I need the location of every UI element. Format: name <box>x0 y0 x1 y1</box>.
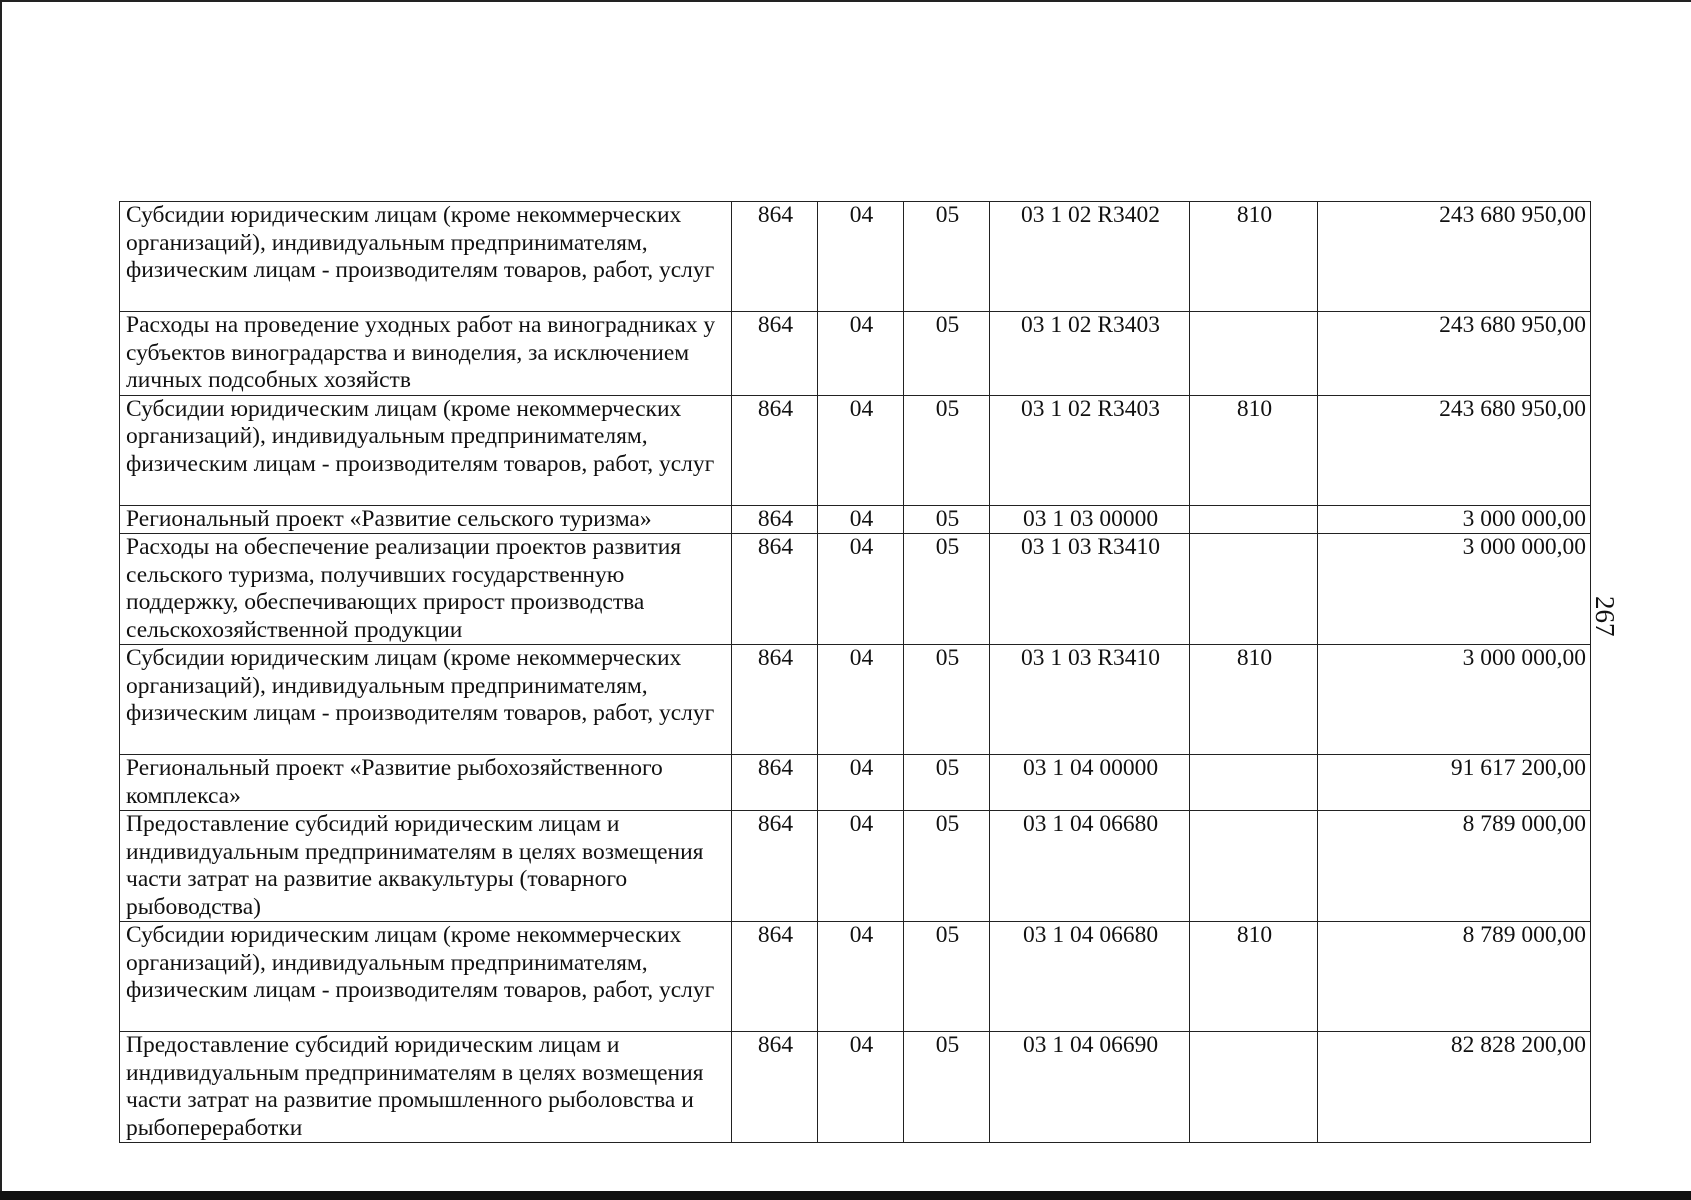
row-amount-cell: 3 000 000,00 <box>1318 645 1591 755</box>
row-section-cell: 04 <box>818 312 904 396</box>
row-target-article-cell: 03 1 02 R3403 <box>990 312 1190 396</box>
row-name-cell: Расходы на проведение уходных работ на виноградниках у субъектов виноградарства и виноделия, за исключением личных подсобных хозяйств <box>120 312 732 396</box>
row-name-cell: Субсидии юридическим лицам (кроме некоммерческих организаций), индивидуальным предпринимателям, физическим лицам - производителям товаров, работ, услуг <box>120 645 732 755</box>
row-expense-type-cell <box>1190 312 1318 396</box>
row-target-article-cell: 03 1 03 R3410 <box>990 645 1190 755</box>
table-row <box>120 1032 1591 1143</box>
row-grbs-cell: 864 <box>732 202 818 312</box>
row-name-cell: Региональный проект «Развитие сельского туризма» <box>120 505 732 534</box>
row-amount-cell: 243 680 950,00 <box>1318 395 1591 505</box>
table-row <box>120 645 1591 755</box>
row-target-article-cell: 03 1 02 R3403 <box>990 395 1190 505</box>
row-name-cell: Предоставление субсидий юридическим лицам и индивидуальным предпринимателям в целях возмещения части затрат на развитие промышленного рыболовства и рыбопереработки <box>120 1032 732 1143</box>
row-name-cell: Субсидии юридическим лицам (кроме некоммерческих организаций), индивидуальным предпринимателям, физическим лицам - производителям товаров, работ, услуг <box>120 395 732 505</box>
row-section-cell: 04 <box>818 1032 904 1143</box>
row-expense-type-cell: 810 <box>1190 922 1318 1032</box>
table-row <box>120 811 1591 922</box>
row-amount-cell: 243 680 950,00 <box>1318 312 1591 396</box>
row-expense-type-cell <box>1190 1032 1318 1143</box>
row-expense-type-cell: 810 <box>1190 202 1318 312</box>
table-row <box>120 534 1591 645</box>
row-subsection-cell: 05 <box>904 395 990 505</box>
budget-table <box>119 201 1591 1143</box>
page-frame-left <box>0 0 2 1200</box>
row-name-cell: Региональный проект «Развитие рыбохозяйственного комплекса» <box>120 755 732 811</box>
row-name-cell: Расходы на обеспечение реализации проектов развития сельского туризма, получивших государственную поддержку, обеспечивающих прирост производства сельскохозяйственной продукции <box>120 534 732 645</box>
row-name-cell: Субсидии юридическим лицам (кроме некоммерческих организаций), индивидуальным предпринимателям, физическим лицам - производителям товаров, работ, услуг <box>120 922 732 1032</box>
row-target-article-cell: 03 1 04 00000 <box>990 755 1190 811</box>
row-subsection-cell: 05 <box>904 202 990 312</box>
row-expense-type-cell <box>1190 534 1318 645</box>
table-row <box>120 755 1591 811</box>
row-subsection-cell: 05 <box>904 755 990 811</box>
row-target-article-cell: 03 1 04 06680 <box>990 811 1190 922</box>
row-grbs-cell: 864 <box>732 505 818 534</box>
row-expense-type-cell <box>1190 755 1318 811</box>
page-frame-bottom <box>0 1191 1691 1200</box>
row-grbs-cell: 864 <box>732 922 818 1032</box>
row-target-article-cell: 03 1 04 06680 <box>990 922 1190 1032</box>
row-target-article-cell: 03 1 03 00000 <box>990 505 1190 534</box>
table-row <box>120 395 1591 505</box>
row-section-cell: 04 <box>818 534 904 645</box>
row-amount-cell: 8 789 000,00 <box>1318 811 1591 922</box>
row-section-cell: 04 <box>818 202 904 312</box>
table-row <box>120 922 1591 1032</box>
row-subsection-cell: 05 <box>904 1032 990 1143</box>
row-grbs-cell: 864 <box>732 755 818 811</box>
row-grbs-cell: 864 <box>732 534 818 645</box>
row-amount-cell: 3 000 000,00 <box>1318 534 1591 645</box>
row-grbs-cell: 864 <box>732 395 818 505</box>
row-grbs-cell: 864 <box>732 1032 818 1143</box>
row-grbs-cell: 864 <box>732 312 818 396</box>
row-amount-cell: 91 617 200,00 <box>1318 755 1591 811</box>
row-grbs-cell: 864 <box>732 811 818 922</box>
row-expense-type-cell: 810 <box>1190 395 1318 505</box>
page-frame-top <box>0 0 1691 2</box>
page-number: 267 <box>1590 596 1620 637</box>
row-subsection-cell: 05 <box>904 811 990 922</box>
row-section-cell: 04 <box>818 755 904 811</box>
row-section-cell: 04 <box>818 922 904 1032</box>
row-subsection-cell: 05 <box>904 505 990 534</box>
row-section-cell: 04 <box>818 811 904 922</box>
table-row <box>120 202 1591 312</box>
row-grbs-cell: 864 <box>732 645 818 755</box>
budget-table-container <box>119 201 1590 1143</box>
row-target-article-cell: 03 1 02 R3402 <box>990 202 1190 312</box>
row-expense-type-cell <box>1190 811 1318 922</box>
row-subsection-cell: 05 <box>904 922 990 1032</box>
row-section-cell: 04 <box>818 505 904 534</box>
row-amount-cell: 8 789 000,00 <box>1318 922 1591 1032</box>
row-name-cell: Субсидии юридическим лицам (кроме некоммерческих организаций), индивидуальным предпринимателям, физическим лицам - производителям товаров, работ, услуг <box>120 202 732 312</box>
table-row <box>120 505 1591 534</box>
row-amount-cell: 82 828 200,00 <box>1318 1032 1591 1143</box>
row-name-cell: Предоставление субсидий юридическим лицам и индивидуальным предпринимателям в целях возмещения части затрат на развитие аквакультуры (товарного рыбоводства) <box>120 811 732 922</box>
row-subsection-cell: 05 <box>904 312 990 396</box>
row-subsection-cell: 05 <box>904 534 990 645</box>
row-section-cell: 04 <box>818 395 904 505</box>
row-subsection-cell: 05 <box>904 645 990 755</box>
table-row <box>120 312 1591 396</box>
row-section-cell: 04 <box>818 645 904 755</box>
row-expense-type-cell <box>1190 505 1318 534</box>
row-target-article-cell: 03 1 03 R3410 <box>990 534 1190 645</box>
row-amount-cell: 3 000 000,00 <box>1318 505 1591 534</box>
row-amount-cell: 243 680 950,00 <box>1318 202 1591 312</box>
row-expense-type-cell: 810 <box>1190 645 1318 755</box>
row-target-article-cell: 03 1 04 06690 <box>990 1032 1190 1143</box>
